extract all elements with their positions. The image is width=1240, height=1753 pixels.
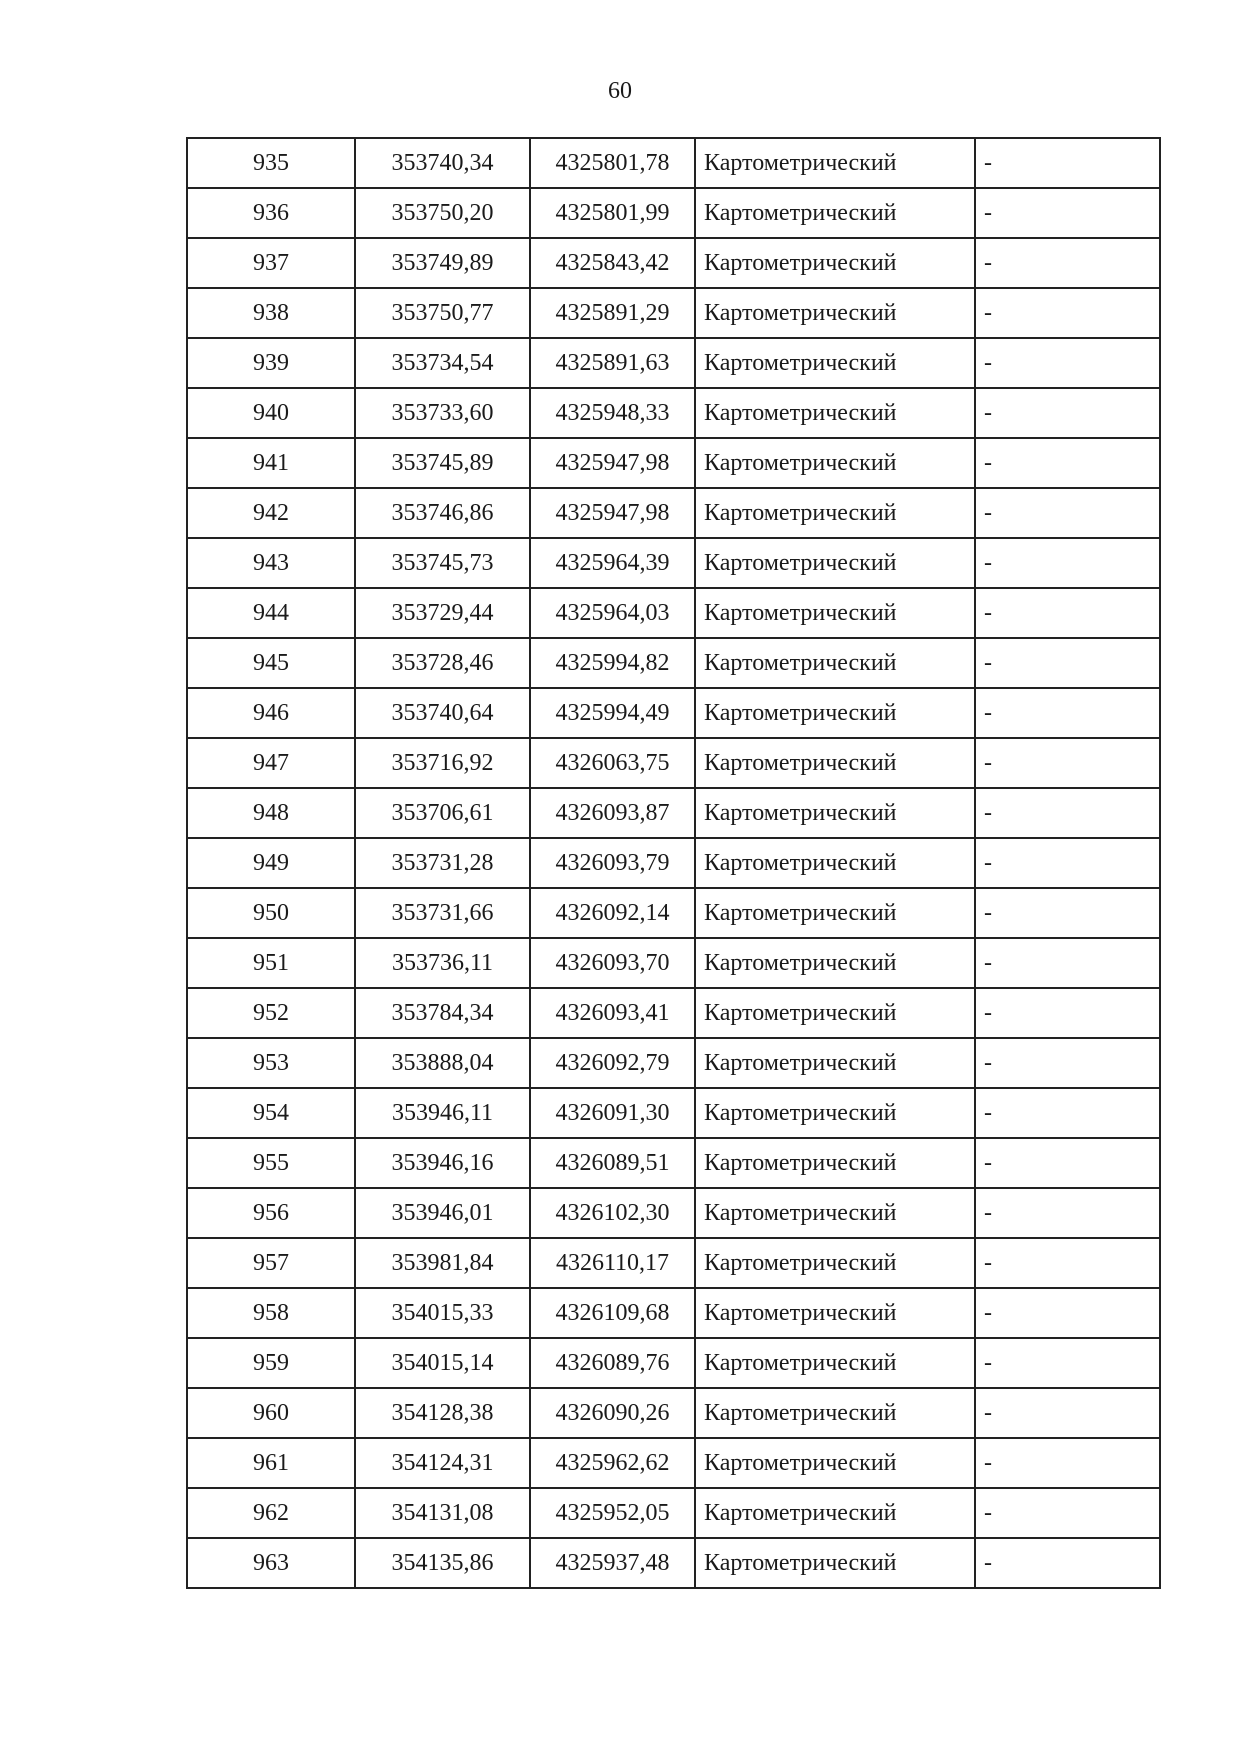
accuracy-cell: - [975, 1188, 1160, 1238]
y-coordinate-cell: 4325801,99 [530, 188, 695, 238]
point-number-cell: 945 [187, 638, 355, 688]
x-coordinate-cell: 354124,31 [355, 1438, 530, 1488]
y-coordinate-cell: 4326093,79 [530, 838, 695, 888]
y-coordinate-cell: 4325964,03 [530, 588, 695, 638]
table-row [187, 1488, 1160, 1538]
accuracy-cell: - [975, 838, 1160, 888]
y-coordinate-cell: 4325947,98 [530, 438, 695, 488]
x-coordinate-cell: 353728,46 [355, 638, 530, 688]
y-coordinate-cell: 4326110,17 [530, 1238, 695, 1288]
method-cell: Картометрический [695, 1438, 975, 1488]
x-coordinate-cell: 354015,33 [355, 1288, 530, 1338]
point-number-cell: 935 [187, 138, 355, 188]
table-row [187, 538, 1160, 588]
x-coordinate-cell: 353729,44 [355, 588, 530, 638]
table-row [187, 438, 1160, 488]
method-cell: Картометрический [695, 538, 975, 588]
point-number-cell: 947 [187, 738, 355, 788]
table-row [187, 838, 1160, 888]
method-cell: Картометрический [695, 388, 975, 438]
y-coordinate-cell: 4325948,33 [530, 388, 695, 438]
accuracy-cell: - [975, 288, 1160, 338]
method-cell: Картометрический [695, 488, 975, 538]
y-coordinate-cell: 4325891,29 [530, 288, 695, 338]
accuracy-cell: - [975, 1038, 1160, 1088]
x-coordinate-cell: 353750,20 [355, 188, 530, 238]
method-cell: Картометрический [695, 288, 975, 338]
table-row [187, 388, 1160, 438]
y-coordinate-cell: 4326089,76 [530, 1338, 695, 1388]
y-coordinate-cell: 4326090,26 [530, 1388, 695, 1438]
accuracy-cell: - [975, 1538, 1160, 1588]
y-coordinate-cell: 4326102,30 [530, 1188, 695, 1238]
y-coordinate-cell: 4325843,42 [530, 238, 695, 288]
method-cell: Картометрический [695, 888, 975, 938]
accuracy-cell: - [975, 938, 1160, 988]
table-row [187, 1088, 1160, 1138]
point-number-cell: 937 [187, 238, 355, 288]
table-row [187, 788, 1160, 838]
y-coordinate-cell: 4326093,70 [530, 938, 695, 988]
method-cell: Картометрический [695, 238, 975, 288]
coordinates-table-body [187, 138, 1160, 1588]
table-row [187, 288, 1160, 338]
x-coordinate-cell: 353745,89 [355, 438, 530, 488]
method-cell: Картометрический [695, 688, 975, 738]
y-coordinate-cell: 4326089,51 [530, 1138, 695, 1188]
y-coordinate-cell: 4326091,30 [530, 1088, 695, 1138]
y-coordinate-cell: 4325994,82 [530, 638, 695, 688]
method-cell: Картометрический [695, 1338, 975, 1388]
y-coordinate-cell: 4326093,87 [530, 788, 695, 838]
point-number-cell: 956 [187, 1188, 355, 1238]
point-number-cell: 958 [187, 1288, 355, 1338]
x-coordinate-cell: 353736,11 [355, 938, 530, 988]
accuracy-cell: - [975, 188, 1160, 238]
y-coordinate-cell: 4326092,14 [530, 888, 695, 938]
point-number-cell: 944 [187, 588, 355, 638]
point-number-cell: 960 [187, 1388, 355, 1438]
point-number-cell: 948 [187, 788, 355, 838]
point-number-cell: 951 [187, 938, 355, 988]
accuracy-cell: - [975, 1488, 1160, 1538]
accuracy-cell: - [975, 438, 1160, 488]
x-coordinate-cell: 353740,64 [355, 688, 530, 738]
method-cell: Картометрический [695, 1038, 975, 1088]
method-cell: Картометрический [695, 1288, 975, 1338]
y-coordinate-cell: 4325994,49 [530, 688, 695, 738]
point-number-cell: 941 [187, 438, 355, 488]
table-row [187, 1138, 1160, 1188]
y-coordinate-cell: 4325947,98 [530, 488, 695, 538]
method-cell: Картометрический [695, 1238, 975, 1288]
x-coordinate-cell: 353946,16 [355, 1138, 530, 1188]
x-coordinate-cell: 353733,60 [355, 388, 530, 438]
method-cell: Картометрический [695, 1488, 975, 1538]
method-cell: Картометрический [695, 1138, 975, 1188]
accuracy-cell: - [975, 988, 1160, 1038]
method-cell: Картометрический [695, 338, 975, 388]
accuracy-cell: - [975, 1088, 1160, 1138]
x-coordinate-cell: 353981,84 [355, 1238, 530, 1288]
method-cell: Картометрический [695, 138, 975, 188]
y-coordinate-cell: 4325937,48 [530, 1538, 695, 1588]
x-coordinate-cell: 353716,92 [355, 738, 530, 788]
table-row [187, 488, 1160, 538]
accuracy-cell: - [975, 688, 1160, 738]
y-coordinate-cell: 4326092,79 [530, 1038, 695, 1088]
table-row [187, 638, 1160, 688]
table-row [187, 1238, 1160, 1288]
page-number: 60 [608, 78, 632, 104]
y-coordinate-cell: 4326063,75 [530, 738, 695, 788]
x-coordinate-cell: 353749,89 [355, 238, 530, 288]
x-coordinate-cell: 353706,61 [355, 788, 530, 838]
accuracy-cell: - [975, 1338, 1160, 1388]
x-coordinate-cell: 353784,34 [355, 988, 530, 1038]
method-cell: Картометрический [695, 638, 975, 688]
accuracy-cell: - [975, 238, 1160, 288]
table-row [187, 1288, 1160, 1338]
y-coordinate-cell: 4326109,68 [530, 1288, 695, 1338]
accuracy-cell: - [975, 538, 1160, 588]
accuracy-cell: - [975, 1138, 1160, 1188]
table-row [187, 338, 1160, 388]
point-number-cell: 939 [187, 338, 355, 388]
method-cell: Картометрический [695, 188, 975, 238]
point-number-cell: 961 [187, 1438, 355, 1488]
table-row [187, 238, 1160, 288]
table-row [187, 1188, 1160, 1238]
table-row [187, 1438, 1160, 1488]
method-cell: Картометрический [695, 988, 975, 1038]
method-cell: Картометрический [695, 1388, 975, 1438]
accuracy-cell: - [975, 388, 1160, 438]
accuracy-cell: - [975, 1438, 1160, 1488]
y-coordinate-cell: 4325801,78 [530, 138, 695, 188]
point-number-cell: 963 [187, 1538, 355, 1588]
y-coordinate-cell: 4325891,63 [530, 338, 695, 388]
coordinates-table [186, 137, 1161, 1589]
point-number-cell: 955 [187, 1138, 355, 1188]
point-number-cell: 942 [187, 488, 355, 538]
table-row [187, 688, 1160, 738]
x-coordinate-cell: 354135,86 [355, 1538, 530, 1588]
coordinates-table-wrapper [186, 137, 1161, 1589]
x-coordinate-cell: 353946,11 [355, 1088, 530, 1138]
point-number-cell: 957 [187, 1238, 355, 1288]
x-coordinate-cell: 354015,14 [355, 1338, 530, 1388]
accuracy-cell: - [975, 888, 1160, 938]
table-row [187, 738, 1160, 788]
accuracy-cell: - [975, 738, 1160, 788]
x-coordinate-cell: 353750,77 [355, 288, 530, 338]
point-number-cell: 938 [187, 288, 355, 338]
x-coordinate-cell: 354128,38 [355, 1388, 530, 1438]
x-coordinate-cell: 353731,28 [355, 838, 530, 888]
point-number-cell: 946 [187, 688, 355, 738]
accuracy-cell: - [975, 338, 1160, 388]
point-number-cell: 952 [187, 988, 355, 1038]
table-row [187, 938, 1160, 988]
table-row [187, 1538, 1160, 1588]
method-cell: Картометрический [695, 838, 975, 888]
method-cell: Картометрический [695, 1188, 975, 1238]
point-number-cell: 959 [187, 1338, 355, 1388]
table-row [187, 1038, 1160, 1088]
accuracy-cell: - [975, 138, 1160, 188]
method-cell: Картометрический [695, 1088, 975, 1138]
accuracy-cell: - [975, 588, 1160, 638]
x-coordinate-cell: 354131,08 [355, 1488, 530, 1538]
point-number-cell: 949 [187, 838, 355, 888]
x-coordinate-cell: 353888,04 [355, 1038, 530, 1088]
accuracy-cell: - [975, 638, 1160, 688]
x-coordinate-cell: 353734,54 [355, 338, 530, 388]
y-coordinate-cell: 4326093,41 [530, 988, 695, 1038]
accuracy-cell: - [975, 488, 1160, 538]
point-number-cell: 954 [187, 1088, 355, 1138]
point-number-cell: 943 [187, 538, 355, 588]
method-cell: Картометрический [695, 938, 975, 988]
table-row [187, 888, 1160, 938]
accuracy-cell: - [975, 788, 1160, 838]
point-number-cell: 936 [187, 188, 355, 238]
x-coordinate-cell: 353746,86 [355, 488, 530, 538]
table-row [187, 188, 1160, 238]
method-cell: Картометрический [695, 1538, 975, 1588]
point-number-cell: 953 [187, 1038, 355, 1088]
point-number-cell: 962 [187, 1488, 355, 1538]
method-cell: Картометрический [695, 738, 975, 788]
x-coordinate-cell: 353946,01 [355, 1188, 530, 1238]
x-coordinate-cell: 353745,73 [355, 538, 530, 588]
method-cell: Картометрический [695, 438, 975, 488]
table-row [187, 138, 1160, 188]
table-row [187, 988, 1160, 1038]
point-number-cell: 950 [187, 888, 355, 938]
accuracy-cell: - [975, 1288, 1160, 1338]
x-coordinate-cell: 353731,66 [355, 888, 530, 938]
y-coordinate-cell: 4325962,62 [530, 1438, 695, 1488]
method-cell: Картометрический [695, 588, 975, 638]
accuracy-cell: - [975, 1388, 1160, 1438]
method-cell: Картометрический [695, 788, 975, 838]
point-number-cell: 940 [187, 388, 355, 438]
table-row [187, 1388, 1160, 1438]
table-row [187, 1338, 1160, 1388]
accuracy-cell: - [975, 1238, 1160, 1288]
x-coordinate-cell: 353740,34 [355, 138, 530, 188]
y-coordinate-cell: 4325964,39 [530, 538, 695, 588]
table-row [187, 588, 1160, 638]
y-coordinate-cell: 4325952,05 [530, 1488, 695, 1538]
